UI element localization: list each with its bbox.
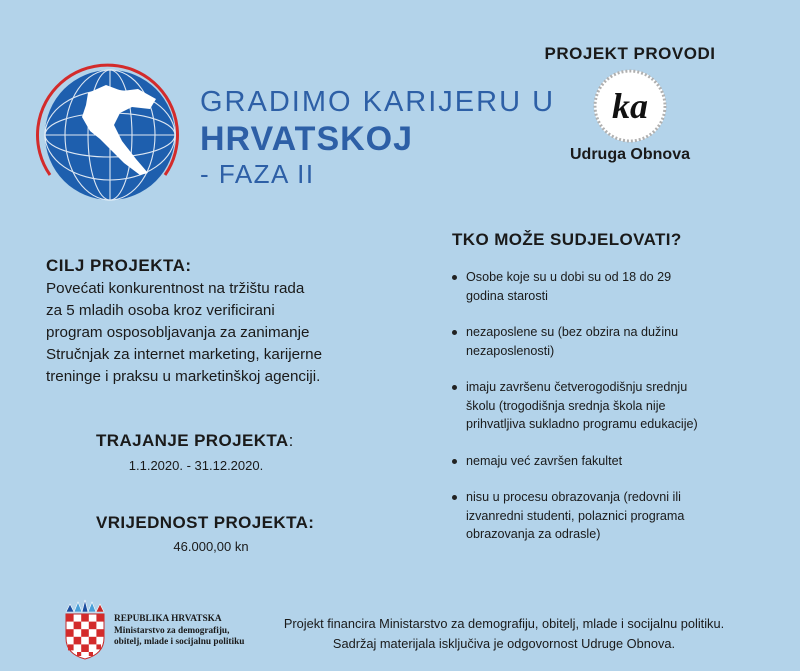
funding-line: Projekt financira Ministarstvo za demografiju, obitelj, mlade i socijalnu politiku.	[283, 616, 725, 631]
list-item-line: nemaju već završen fakultet	[466, 453, 623, 468]
implementer-heading: PROJEKT PROVODI	[544, 44, 716, 63]
bullet-icon	[452, 495, 457, 500]
duration-heading	[96, 431, 294, 451]
list-item-line: nezaposlenosti)	[466, 343, 555, 358]
funding-line: Sadržaj materijala isključiva je odgovornost Udruge Obnova.	[332, 636, 676, 651]
duration-value: 1.1.2020. - 31.12.2020.	[128, 458, 264, 473]
participants-list	[452, 268, 752, 562]
logo-title-line2: HRVATSKOJ	[200, 120, 414, 158]
goal-line: treninge i praksu u marketinškoj agenciji.	[46, 368, 321, 385]
list-item-line: Osobe koje su u dobi su od 18 do 29	[466, 270, 672, 284]
list-item	[452, 452, 752, 471]
project-logo-globe	[30, 55, 185, 210]
goal-line: program osposobljavanja za zanimanje	[46, 324, 310, 341]
obnova-logo-mark: ka	[612, 86, 648, 126]
bullet-icon	[452, 330, 457, 335]
duration-colon: :	[288, 431, 294, 450]
list-item	[452, 323, 752, 360]
goal-text	[46, 278, 386, 388]
udruga-obnova-logo	[592, 68, 668, 144]
bullet-icon	[452, 275, 457, 280]
duration-heading-text: TRAJANJE PROJEKTA	[96, 431, 289, 450]
ministry-label	[114, 614, 244, 649]
value-amount: 46.000,00 kn	[173, 539, 249, 554]
list-item-line: imaju završenu četverogodišnju srednju	[466, 380, 688, 394]
ministry-line: Ministarstvo za demografiju,	[114, 625, 230, 636]
goal-line: Povećati konkurentnost na tržištu rada	[46, 280, 305, 297]
croatian-coat-of-arms-icon	[64, 598, 106, 660]
list-item	[452, 268, 752, 305]
goal-line: za 5 mladih osoba kroz verificirani	[46, 302, 275, 319]
republic-name: REPUBLIKA HRVATSKA	[114, 614, 222, 624]
list-item-line: godina starosti	[466, 288, 548, 303]
value-heading: VRIJEDNOST PROJEKTA:	[96, 513, 315, 532]
implementer-name: Udruga Obnova	[569, 146, 690, 163]
list-item-line: školu (trogodišnja srednja škola nije	[466, 398, 666, 413]
list-item	[452, 378, 752, 434]
crown	[66, 600, 104, 612]
funding-note	[262, 614, 746, 654]
list-item	[452, 488, 752, 544]
list-item-line: obrazovanja za odrasle)	[466, 527, 601, 541]
project-logo-title	[200, 85, 560, 189]
list-item-line: izvanredni studenti, polaznici programa	[466, 508, 685, 523]
ministry-line: obitelj, mlade i socijalnu politiku	[114, 637, 245, 647]
bullet-icon	[452, 385, 457, 390]
goal-heading: CILJ PROJEKTA:	[46, 256, 192, 275]
participants-heading: TKO MOŽE SUDJELOVATI?	[452, 230, 682, 249]
logo-title-line1: GRADIMO KARIJERU U	[200, 86, 556, 118]
bullet-icon	[452, 459, 457, 464]
list-item-line: nisu u procesu obrazovanja (redovni ili	[466, 490, 681, 504]
goal-line: Stručnjak za internet marketing, karijerne	[46, 346, 323, 363]
list-item-line: prihvatljiva sukladno programu edukacije)	[466, 417, 698, 431]
logo-title-line3: - FAZA II	[200, 159, 315, 189]
list-item-line: nezaposlene su (bez obzira na dužinu	[466, 325, 679, 339]
